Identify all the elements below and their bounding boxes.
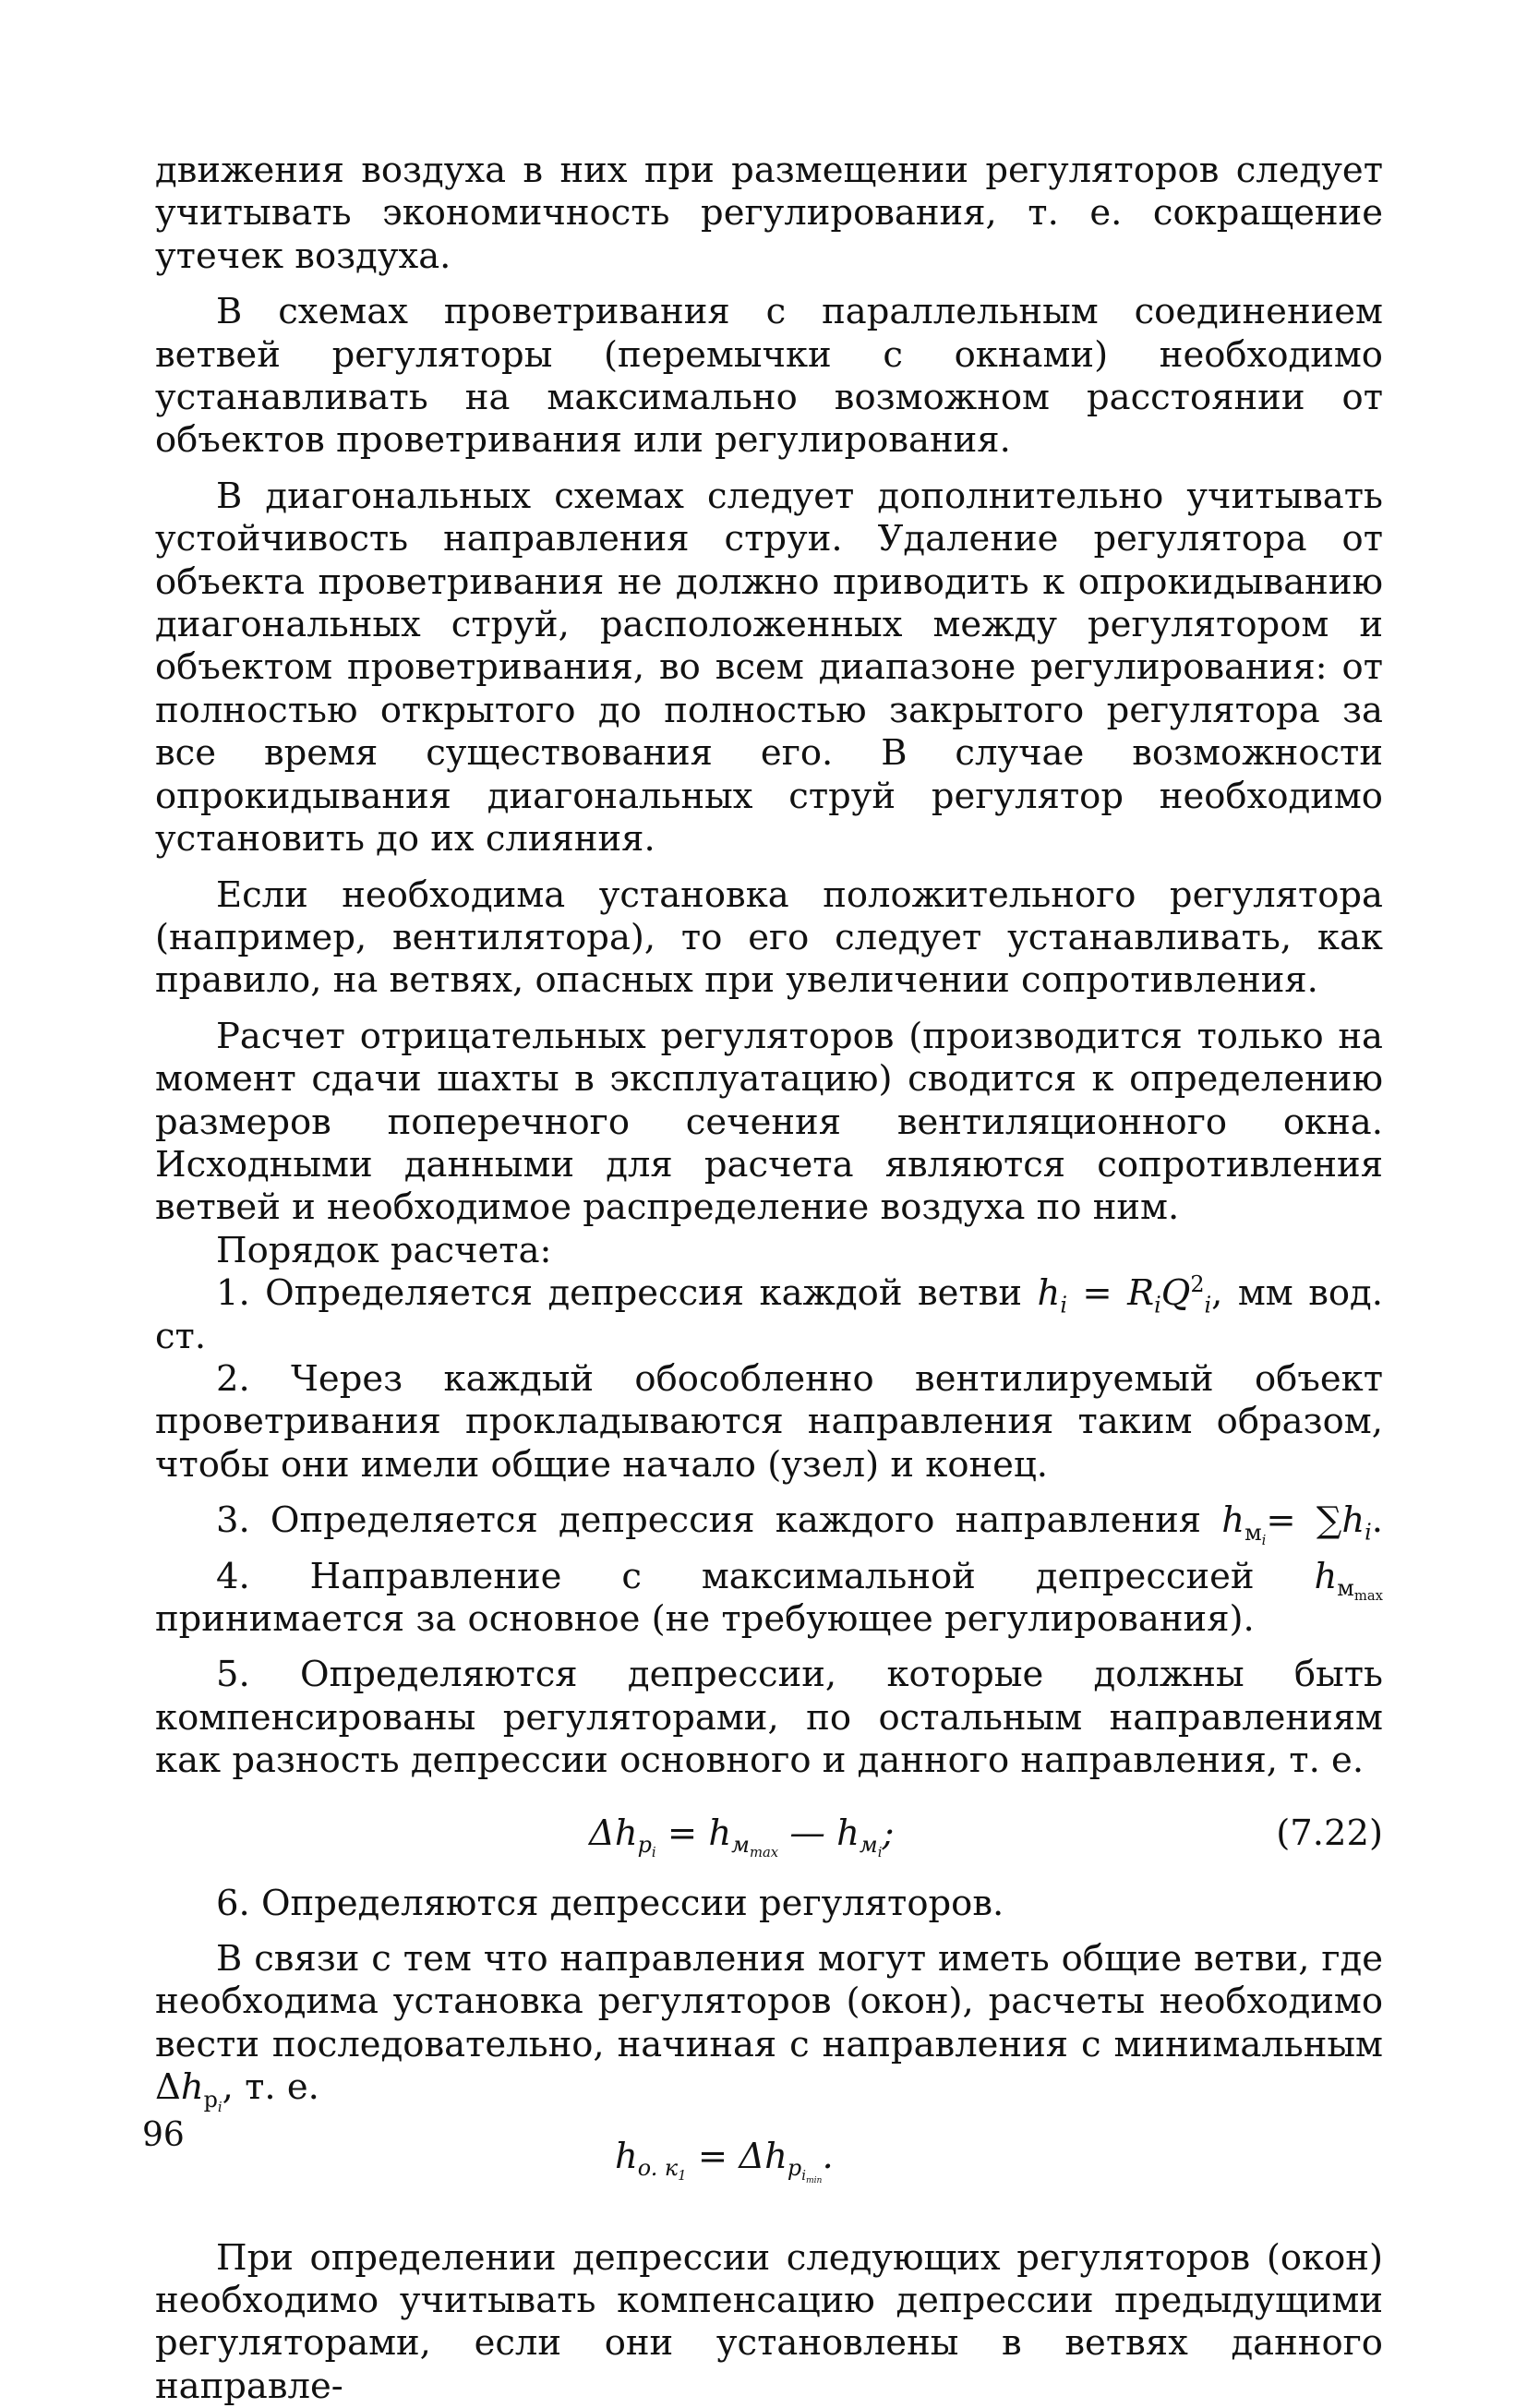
paragraph-2: В схемах проветривания с параллельным соединением ветвей регуляторы (перемычки с окнами) необходимо устанавливать на максимально возможном расстоянии от объектов проветривания или регулирования. bbox=[155, 291, 1383, 462]
step-4-text-a: 4. Направление с максимальной депрессией bbox=[216, 1555, 1255, 1597]
page-number: 96 bbox=[142, 2116, 185, 2154]
paragraph-5: Расчет отрицательных регуляторов (производится только на момент сдачи шахты в эксплуатацию) сводится к определению размеров поперечного сечения вентиляционного окна. Исходными данными для расчета являются сопротивления ветвей и необходимое распределение воздуха по ним. bbox=[155, 1015, 1383, 1229]
paragraph-4: Если необходима установка положительного регулятора (например, вентилятора), то его следует устанавливать, как правило, на ветвях, опасных при увеличении сопротивления. bbox=[155, 873, 1383, 1002]
equation-number: (7.22) bbox=[1276, 1812, 1383, 1854]
paragraph-1: движения воздуха в них при размещении регуляторов следует учитывать экономичность регулирования, т. е. сокращение утечек воздуха. bbox=[155, 150, 1383, 277]
step-1: 1. Определяется депрессия каждой ветви $h_i = R_iQ^2_i$, мм вод. ст. bbox=[155, 1271, 1383, 1357]
paragraph-6: Порядок расчета: bbox=[216, 1229, 552, 1271]
paragraph-7: В связи с тем что направления могут иметь общие ветви, где необходима установка регуляторов (окон), расчеты необходимо вести последовательно, начиная с направления с минимальным $\Delta h_{p_i}$, т. е. bbox=[155, 1938, 1383, 2115]
step-2: 2. Через каждый обособленно вентилируемый объект проветривания прокладываются направления таким образом, чтобы они имели общие начало (узел) и конец. bbox=[155, 1357, 1383, 1486]
paragraph-7-text-a: В связи с тем что направления могут иметь общие ветви, где необходима установка регуляторов (окон), расчеты необходимо вести последовательно, начиная с направления с минимальным bbox=[155, 1938, 1383, 2065]
step-3-text: 3. Определяется депрессия каждого направления bbox=[216, 1499, 1202, 1542]
equation-minimum-window-expression: $h_{o. к_1} = \Delta h_{p_{i_{min}}}$. bbox=[615, 2135, 834, 2186]
paragraph-7-text-b: , т. е. bbox=[222, 2066, 319, 2109]
equation-minimum-window bbox=[155, 2117, 1383, 2206]
step-4-text-b: принимается за основное (не требующее регулирования). bbox=[155, 1598, 1255, 1640]
step-6: 6. Определяются депрессии регуляторов. bbox=[216, 1882, 1004, 1924]
equation-7-22 bbox=[155, 1803, 1383, 1870]
step-1-unit: , мм вод. ст. bbox=[155, 1272, 1383, 1357]
paragraph-8: При определении депрессии следующих регуляторов (окон) необходимо учитывать компенсацию депрессии предыдущими регуляторами, если они установлены в ветвях данного направле- bbox=[155, 2236, 1383, 2407]
step-1-text: 1. Определяется депрессия каждой ветви bbox=[216, 1272, 1023, 1315]
step-4: 4. Направление с максимальной депрессией $h_{м_{max}}$ принимается за основное (не требующее регулирования). bbox=[155, 1555, 1383, 1640]
paragraph-3: В диагональных схемах следует дополнительно учитывать устойчивость направления струи. Удаление регулятора от объекта проветривания не должно приводить к опрокидыванию диагональных струй, расположенных между регулятором и объектом проветривания, во всем диапазоне регулирования: от полностью открытого до полностью закрытого регулятора за все время существования его. В случае возможности опрокидывания диагональных струй регулятор необходимо установить до их слияния. bbox=[155, 475, 1383, 861]
step-3: 3. Определяется депрессия каждого направления $h_{м_i}= \sum h_i$. bbox=[216, 1499, 1383, 1548]
step-5: 5. Определяются депрессии, которые должны быть компенсированы регуляторами, по остальным направлениям как разность депрессии основного и данного направления, т. е. bbox=[155, 1654, 1383, 1782]
page-body bbox=[155, 150, 1383, 2407]
equation-7-22-expression: $\Delta h_{p_i} = h_{м_{max}}$ — $h_{м_i}$; bbox=[589, 1812, 895, 1861]
